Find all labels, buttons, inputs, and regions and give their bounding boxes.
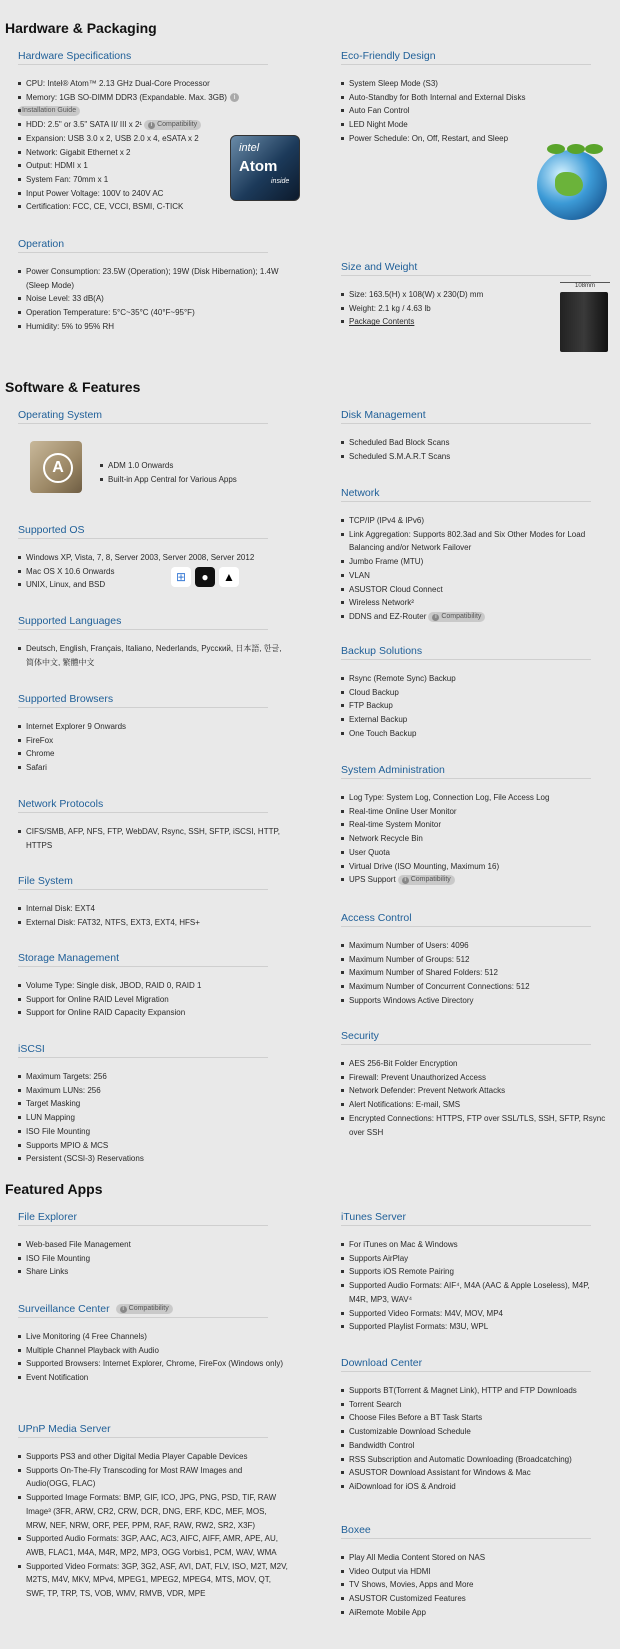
- list-item: Internet Explorer 9 Onwards: [18, 720, 288, 734]
- list-item: Event Notification: [18, 1371, 288, 1385]
- list-item: Firewall: Prevent Unauthorized Access: [341, 1071, 611, 1085]
- boxee-block: [341, 1524, 611, 1620]
- list-item: Maximum Number of Groups: 512: [341, 953, 611, 967]
- block-title: Security: [341, 1030, 591, 1045]
- list-item: Weight: 2.1 kg / 4.63 lb: [341, 302, 611, 316]
- list-item: ASUSTOR Download Assistant for Windows & Mac: [341, 1466, 611, 1480]
- list-item: Live Monitoring (4 Free Channels): [18, 1330, 288, 1344]
- list-item: Supported Browsers: Internet Explorer, Chrome, FireFox (Windows only): [18, 1357, 288, 1371]
- block-title: Network: [341, 487, 591, 502]
- list-item: VLAN: [341, 569, 611, 583]
- block-title: System Administration: [341, 764, 591, 779]
- list-item: Link Aggregation: Supports 802.3ad and Six Other Modes for Load Balancing and/or Network Failover: [341, 528, 611, 555]
- list-item: Chrome: [18, 747, 288, 761]
- nas-device-image: [560, 292, 608, 352]
- list-item: Supports Windows Active Directory: [341, 994, 611, 1008]
- list-item: Supports MPIO & MCS: [18, 1139, 288, 1153]
- list-item: FireFox: [18, 734, 288, 748]
- list-item: Share Links: [18, 1265, 288, 1279]
- apple-icon: ●: [195, 567, 215, 587]
- section-title-software: Software & Features: [5, 379, 141, 395]
- compatibility-label: Compatibility: [441, 612, 482, 620]
- block-title: Supported Languages: [18, 615, 268, 630]
- list-item: Power Schedule: On, Off, Restart, and Sleep: [341, 132, 611, 146]
- list-item: Scheduled Bad Block Scans: [341, 436, 611, 450]
- package-contents-link[interactable]: Package Contents: [341, 315, 611, 329]
- list-item: Cloud Backup: [341, 686, 611, 700]
- info-icon[interactable]: i: [230, 93, 239, 102]
- list-item: User Quota: [341, 846, 611, 860]
- dimension-label: 108mm: [560, 282, 610, 289]
- list-item: Input Power Voltage: 100V to 240V AC: [18, 187, 288, 201]
- block-title: Backup Solutions: [341, 645, 591, 660]
- list-item: ADM 1.0 Onwards: [100, 459, 237, 473]
- eco-globe-icon: [537, 150, 607, 220]
- list-item: UNIX, Linux, and BSD: [18, 578, 288, 592]
- list-item: [18, 118, 288, 132]
- surveillance-block: [18, 1303, 288, 1385]
- linux-icon: ▲: [219, 567, 239, 587]
- list-item: [341, 610, 611, 624]
- list-item: External Backup: [341, 713, 611, 727]
- operation-block: [18, 238, 288, 334]
- os-icons: [171, 567, 239, 587]
- list-item: Choose Files Before a BT Task Starts: [341, 1411, 611, 1425]
- list-item: Supported Audio Formats: AIF⁴, M4A (AAC & Apple Loseless), M4P, M4R, MP3, WAV⁴: [341, 1279, 611, 1306]
- list-item: Alert Notifications: E-mail, SMS: [341, 1098, 611, 1112]
- compatibility-badge[interactable]: [398, 875, 455, 885]
- list-item: Supported Playlist Formats: M3U, WPL: [341, 1320, 611, 1334]
- adm-list: [100, 459, 237, 486]
- download-block: [341, 1357, 611, 1494]
- list-item: Network: Gigabit Ethernet x 2: [18, 146, 288, 160]
- list-item: Encrypted Connections: HTTPS, FTP over SSL/TLS, SSH, SFTP, Rsync over SSH: [341, 1112, 611, 1139]
- adm-box-icon: [30, 441, 82, 493]
- block-title: Boxee: [341, 1524, 591, 1539]
- info-icon: i: [120, 1306, 127, 1313]
- block-title: Access Control: [341, 912, 591, 927]
- list-item-text: Memory: 1GB SO-DIMM DDR3 (Expandable. Max. 3GB): [26, 92, 227, 102]
- supported-os-block: [18, 524, 288, 592]
- list-item: TCP/IP (IPv4 & IPv6): [341, 514, 611, 528]
- list-item-text: UPS Support: [349, 875, 396, 885]
- protocols-block: [18, 798, 288, 852]
- list-item: Rsync (Remote Sync) Backup: [341, 672, 611, 686]
- list-item: Supported Audio Formats: 3GP, AAC, AC3, AIFC, AIFF, AMR, APE, AU, AWB, FLAC1, M4A, M4R, MP2, MP3, OGG Vorbis1, PCM, WAV, WMA: [18, 1532, 288, 1559]
- network-block: [341, 487, 611, 624]
- list-item: System Fan: 70mm x 1: [18, 173, 288, 187]
- block-title: Download Center: [341, 1357, 591, 1372]
- list-item: Web-based File Management: [18, 1238, 288, 1252]
- list-item: Log Type: System Log, Connection Log, File Access Log: [341, 791, 611, 805]
- list-item: Built-in App Central for Various Apps: [100, 473, 237, 487]
- list-item: [341, 873, 611, 887]
- block-title-text: Surveillance Center: [18, 1303, 110, 1315]
- list-item: FTP Backup: [341, 699, 611, 713]
- list-item-text: HDD: 2.5" or 3.5" SATA II/ III x 2¹: [26, 120, 143, 130]
- list-item: Network Defender: Prevent Network Attacks: [341, 1084, 611, 1098]
- intel-logo-text: intel: [239, 142, 260, 154]
- installation-guide-link[interactable]: [18, 104, 288, 118]
- list-item: Safari: [18, 761, 288, 775]
- list-item: Torrent Search: [341, 1398, 611, 1412]
- list-item: Power Consumption: 23.5W (Operation); 19W (Disk Hibernation); 1.4W (Sleep Mode): [18, 265, 288, 292]
- list-item: Mac OS X 10.6 Onwards: [18, 565, 288, 579]
- adm-logo-icon: A: [43, 453, 73, 483]
- list-item: Volume Type: Single disk, JBOD, RAID 0, RAID 1: [18, 979, 288, 993]
- info-icon: i: [432, 614, 439, 621]
- list-item: Support for Online RAID Capacity Expansion: [18, 1006, 288, 1020]
- list-item: Supports AirPlay: [341, 1252, 611, 1266]
- block-title: Operation: [18, 238, 268, 253]
- list-item: Size: 163.5(H) x 108(W) x 230(D) mm: [341, 288, 611, 302]
- block-title: Size and Weight: [341, 261, 591, 276]
- list-item: Network Recycle Bin: [341, 832, 611, 846]
- list-item: Scheduled S.M.A.R.T Scans: [341, 450, 611, 464]
- access-block: [341, 912, 611, 1008]
- block-title: Supported OS: [18, 524, 268, 539]
- block-title: File Explorer: [18, 1211, 268, 1226]
- installation-guide-badge[interactable]: Installation Guide: [18, 106, 80, 116]
- list-item: Real-time System Monitor: [341, 818, 611, 832]
- browsers-block: [18, 693, 288, 775]
- operating-system-block: [18, 409, 288, 436]
- compatibility-label: Compatibility: [128, 1305, 169, 1312]
- block-title: Storage Management: [18, 952, 268, 967]
- list-item: RSS Subscription and Automatic Downloading (Broadcatching): [341, 1453, 611, 1467]
- list-item: Play All Media Content Stored on NAS: [341, 1551, 611, 1565]
- intel-logo-text: Atom: [239, 158, 278, 175]
- list-item: TV Shows, Movies, Apps and More: [341, 1578, 611, 1592]
- sysadmin-block: [341, 764, 611, 887]
- list-item: Maximum Targets: 256: [18, 1070, 288, 1084]
- list-item: AiRemote Mobile App: [341, 1606, 611, 1620]
- upnp-block: [18, 1423, 288, 1601]
- compatibility-badge[interactable]: [116, 1304, 173, 1314]
- leaf-icon: [547, 144, 565, 154]
- storage-block: [18, 952, 288, 1020]
- list-item: Target Masking: [18, 1097, 288, 1111]
- list-item: Supports PS3 and other Digital Media Player Capable Devices: [18, 1450, 288, 1464]
- list-item: AiDownload for iOS & Android: [341, 1480, 611, 1494]
- list-item: Multiple Channel Playback with Audio: [18, 1344, 288, 1358]
- globe-land: [555, 172, 583, 196]
- block-title: [18, 1303, 268, 1318]
- itunes-block: [341, 1211, 611, 1334]
- file-explorer-block: [18, 1211, 288, 1279]
- list-item: Bandwidth Control: [341, 1439, 611, 1453]
- leaf-icon: [585, 144, 603, 154]
- list-item: Supported Video Formats: M4V, MOV, MP4: [341, 1307, 611, 1321]
- list-item: Certification: FCC, CE, VCCI, BSMI, C-TICK: [18, 200, 288, 214]
- disk-block: [341, 409, 611, 463]
- list-item: External Disk: FAT32, NTFS, EXT3, EXT4, HFS+: [18, 916, 288, 930]
- security-block: [341, 1030, 611, 1139]
- list-item: Supports On-The-Fly Transcoding for Most RAW Images and Audio(OGG, FLAC): [18, 1464, 288, 1491]
- list-item: LUN Mapping: [18, 1111, 288, 1125]
- list-item: ASUSTOR Customized Features: [341, 1592, 611, 1606]
- intel-logo-text: inside: [271, 178, 290, 185]
- eco-block: [341, 50, 611, 146]
- block-title: iTunes Server: [341, 1211, 591, 1226]
- list-item: Jumbo Frame (MTU): [341, 555, 611, 569]
- list-item: System Sleep Mode (S3): [341, 77, 611, 91]
- list-item: Virtual Drive (ISO Mounting, Maximum 16): [341, 860, 611, 874]
- list-item: One Touch Backup: [341, 727, 611, 741]
- section-title-hardware: Hardware & Packaging: [5, 20, 157, 36]
- compatibility-label: Compatibility: [157, 121, 198, 128]
- list-item: Operation Temperature: 5°C~35°C (40°F~95°F): [18, 306, 288, 320]
- list-item: Maximum Number of Shared Folders: 512: [341, 966, 611, 980]
- block-title: iSCSI: [18, 1043, 268, 1058]
- block-title: Supported Browsers: [18, 693, 268, 708]
- list-item: Deutsch, English, Français, Italiano, Nederlands, Русский, 日本語, 한글, 简体中文, 繁體中文: [18, 642, 288, 669]
- list-item: Supported Video Formats: 3GP, 3G2, ASF, AVI, DAT, FLV, ISO, M2T, M2V, M2TS, M4V, MKV, MPv4, MPEG1, MPEG2, MPEG4, MTS, MOV, QT, SWF, TP, TRP, TS, VOB, WMV, RMVB, VDR, MPE: [18, 1560, 288, 1601]
- list-item: Windows XP, Vista, 7, 8, Server 2003, Server 2008, Server 2012: [18, 551, 288, 565]
- languages-block: [18, 615, 288, 669]
- iscsi-block: [18, 1043, 288, 1166]
- section-title-apps: Featured Apps: [5, 1181, 103, 1197]
- list-item: CPU: Intel® Atom™ 2.13 GHz Dual-Core Processor: [18, 77, 288, 91]
- list-item: Expansion: USB 3.0 x 2, USB 2.0 x 4, eSATA x 2: [18, 132, 288, 146]
- block-title: Operating System: [18, 409, 268, 424]
- list-item: Maximum Number of Concurrent Connections: 512: [341, 980, 611, 994]
- list-item: ISO File Mounting: [18, 1125, 288, 1139]
- block-title: Disk Management: [341, 409, 591, 424]
- block-title: UPnP Media Server: [18, 1423, 268, 1438]
- list-item: Maximum LUNs: 256: [18, 1084, 288, 1098]
- list-item: Video Output via HDMI: [341, 1565, 611, 1579]
- backup-block: [341, 645, 611, 741]
- list-item: Support for Online RAID Level Migration: [18, 993, 288, 1007]
- compatibility-badge[interactable]: [144, 120, 201, 130]
- list-item: ASUSTOR Cloud Connect: [341, 583, 611, 597]
- filesystem-block: [18, 875, 288, 929]
- list-item: Wireless Network²: [341, 596, 611, 610]
- block-title: Hardware Specifications: [18, 50, 268, 65]
- list-item: Auto-Standby for Both Internal and External Disks: [341, 91, 611, 105]
- list-item: [18, 91, 288, 105]
- list-item: ISO File Mounting: [18, 1252, 288, 1266]
- list-item: LED Night Mode: [341, 118, 611, 132]
- block-title: Eco-Friendly Design: [341, 50, 591, 65]
- info-icon: i: [148, 122, 155, 129]
- block-title: File System: [18, 875, 268, 890]
- list-item: Noise Level: 33 dB(A): [18, 292, 288, 306]
- compatibility-badge[interactable]: [428, 612, 485, 622]
- windows-icon: ⊞: [171, 567, 191, 587]
- list-item: Supports iOS Remote Pairing: [341, 1265, 611, 1279]
- block-title: Network Protocols: [18, 798, 268, 813]
- list-item: Maximum Number of Users: 4096: [341, 939, 611, 953]
- list-item: CIFS/SMB, AFP, NFS, FTP, WebDAV, Rsync, SSH, SFTP, iSCSI, HTTP, HTTPS: [18, 825, 288, 852]
- list-item: Supported Image Formats: BMP, GIF, ICO, JPG, PNG, PSD, TIF, RAW Image³ (3FR, ARW, CR2, CRW, DCR, DNG, ERF, KDC, MEF, MOS, MRW, NEF, NRW, ORF, PEF, PPM, RAF, RAW, RW2, SR2, X3F): [18, 1491, 288, 1532]
- list-item: Real-time Online User Monitor: [341, 805, 611, 819]
- compatibility-label: Compatibility: [410, 876, 451, 884]
- leaf-icon: [567, 144, 585, 154]
- list-item: Auto Fan Control: [341, 104, 611, 118]
- list-item: AES 256-Bit Folder Encryption: [341, 1057, 611, 1071]
- intel-atom-logo: [230, 135, 300, 201]
- list-item: Customizable Download Schedule: [341, 1425, 611, 1439]
- info-icon: i: [402, 877, 409, 884]
- list-item-text: DDNS and EZ-Router: [349, 611, 427, 621]
- list-item: Supports BT(Torrent & Magnet Link), HTTP and FTP Downloads: [341, 1384, 611, 1398]
- list-item: For iTunes on Mac & Windows: [341, 1238, 611, 1252]
- list-item: Internal Disk: EXT4: [18, 902, 288, 916]
- list-item: Humidity: 5% to 95% RH: [18, 320, 288, 334]
- list-item: Output: HDMI x 1: [18, 159, 288, 173]
- list-item: Persistent (SCSI-3) Reservations: [18, 1152, 288, 1166]
